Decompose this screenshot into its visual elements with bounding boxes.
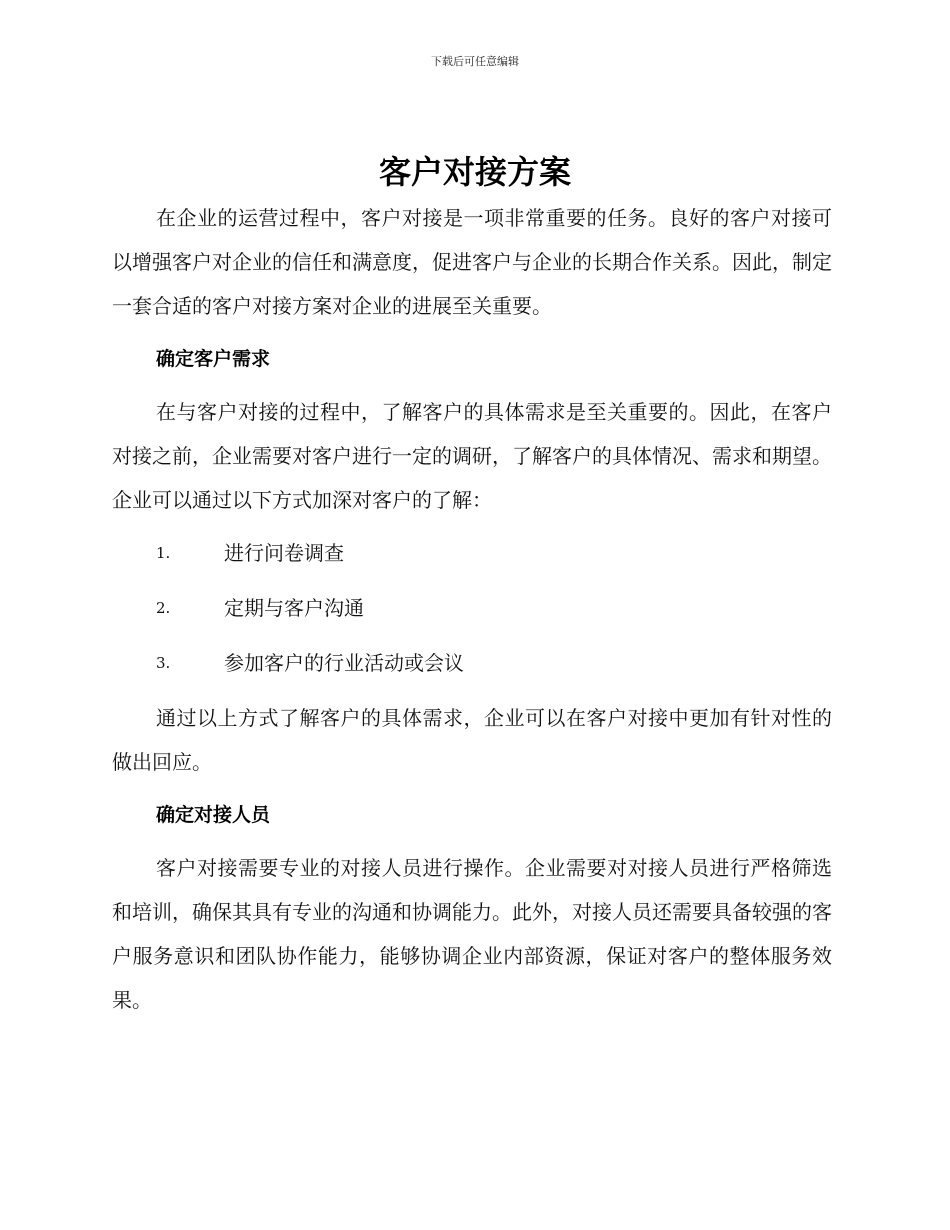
list-item-text: 参加客户的行业活动或会议 [224,651,464,675]
section-heading-customer-needs: 确定客户需求 [156,348,271,370]
list-item [156,593,796,623]
intro-paragraph: 在企业的运营过程中，客户对接是一项非常重要的任务。良好的客户对接可以增强客户对企业的信任和满意度，促进客户与企业的长期合作关系。因此，制定一套合适的客户对接方案对企业的进展至关重要。 [112,206,832,318]
customer-needs-paragraph: 在与客户对接的过程中，了解客户的具体需求是至关重要的。因此，在客户对接之前，企业需要对客户进行一定的调研，了解客户的具体情况、需求和期望。企业可以通过以下方式加深对客户的了解： [112,400,832,512]
list-item-number: 3. [156,654,171,672]
list-item-text: 定期与客户沟通 [224,596,364,620]
header-note: 下载后可任意编辑 [431,55,519,68]
customer-needs-conclusion: 通过以上方式了解客户的具体需求，企业可以在客户对接中更加有针对性的做出回应。 [112,706,832,774]
section-heading-contact-staff: 确定对接人员 [156,804,271,826]
list-item-number: 1. [156,544,171,562]
list-item-number: 2. [156,599,171,617]
document-title: 客户对接方案 [378,153,571,191]
contact-staff-paragraph: 客户对接需要专业的对接人员进行操作。企业需要对对接人员进行严格筛选和培训，确保其具有专业的沟通和协调能力。此外，对接人员还需要具备较强的客户服务意识和团队协作能力，能够协调企业内部资源，保证对客户的整体服务效果。 [112,856,832,1012]
list-item [156,538,796,568]
list-item [156,648,796,678]
list-item-text: 进行问卷调查 [224,541,344,565]
